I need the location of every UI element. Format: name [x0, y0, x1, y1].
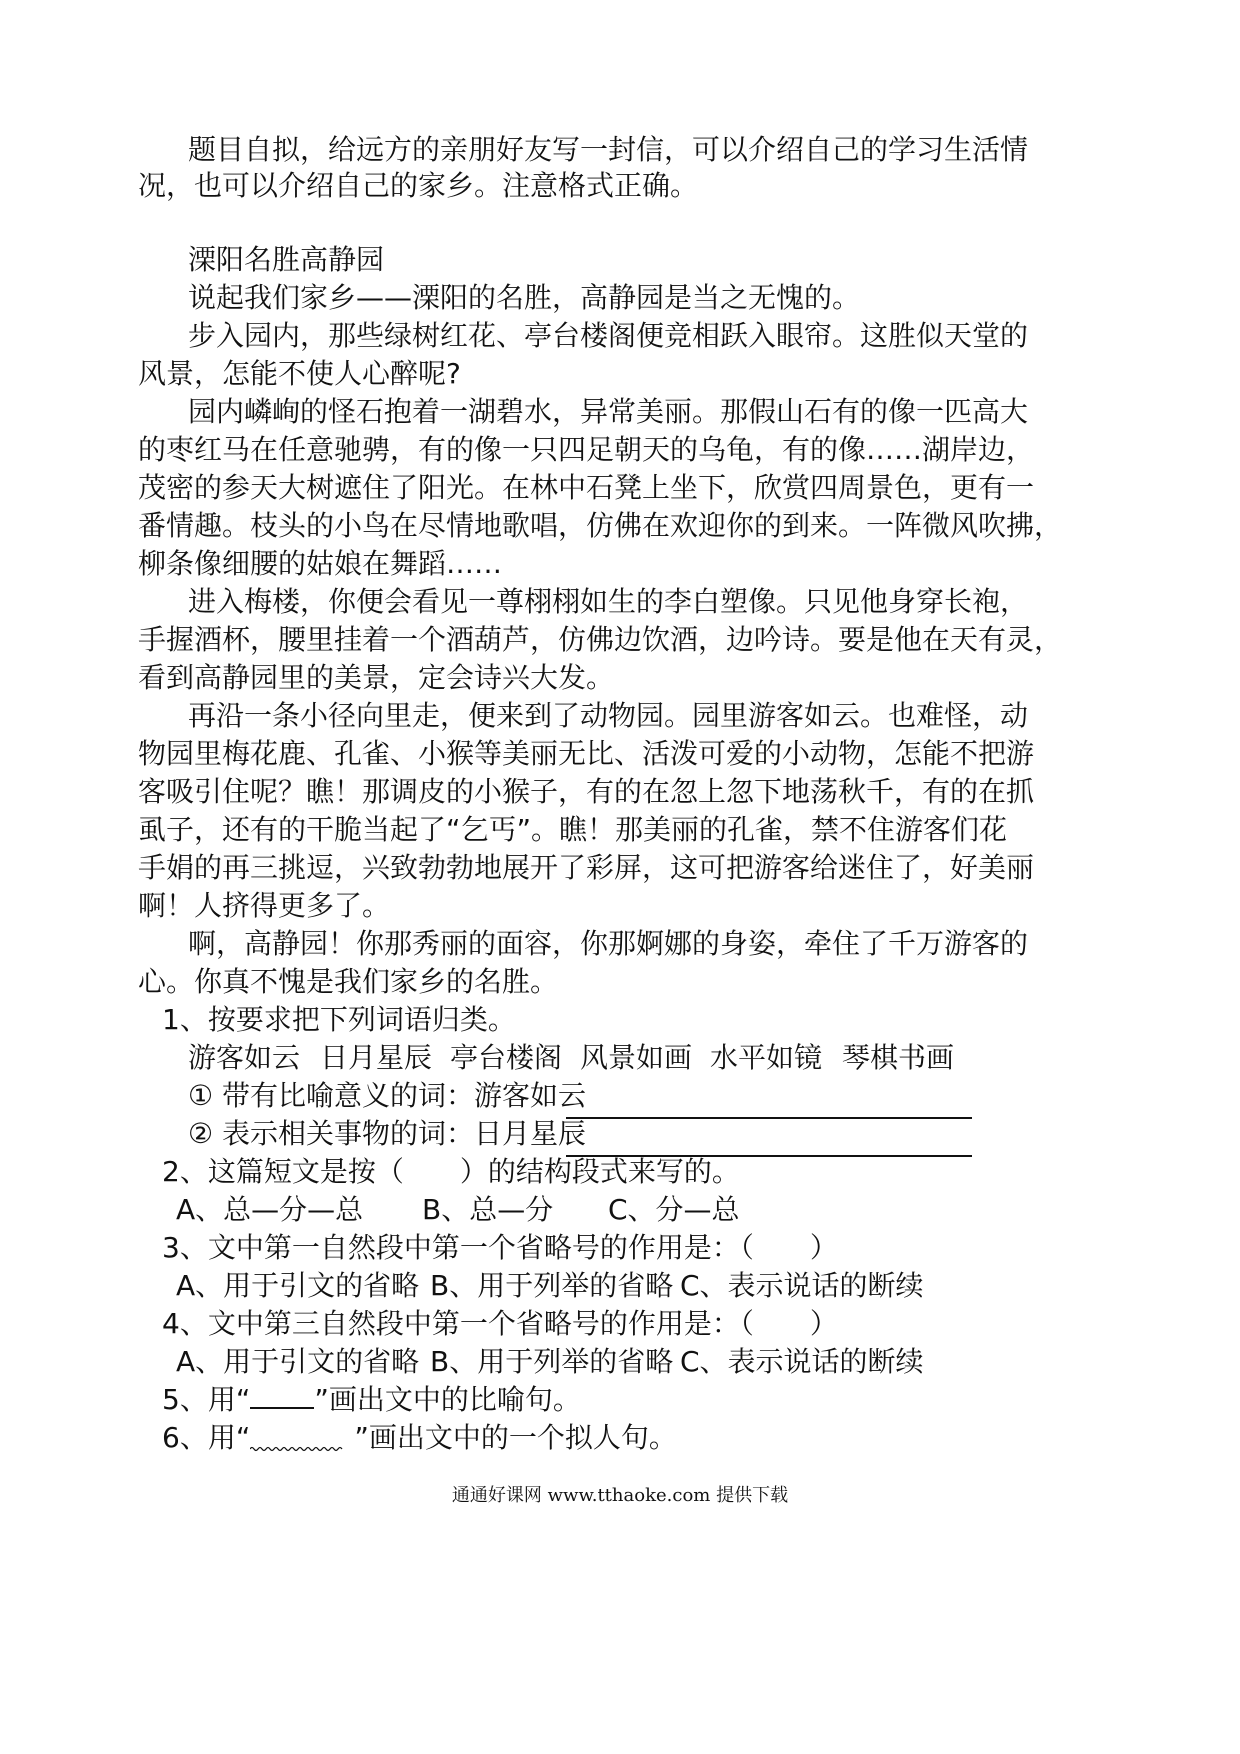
- essay-line: 风景，怎能不使人心醉呢?: [138, 357, 461, 390]
- question-4-option-b[interactable]: B、用于列举的省略: [430, 1345, 674, 1378]
- essay-line: 啊！人挤得更多了。: [138, 889, 391, 922]
- question-4-option-a[interactable]: A、用于引文的省略: [176, 1345, 420, 1378]
- question-6-suffix: ”画出文中的一个拟人句。: [354, 1421, 677, 1454]
- question-4-option-c[interactable]: C、表示说话的断续: [680, 1345, 924, 1378]
- wavy-underline-sample: [250, 1421, 354, 1447]
- essay-line: 心。你真不愧是我们家乡的名胜。: [138, 965, 559, 998]
- essay-line: 虱子，还有的干脆当起了“乞丐”。瞧！那美丽的孔雀，禁不住游客们花: [138, 813, 1008, 846]
- essay-line: 客吸引住呢？瞧！那调皮的小猴子，有的在忽上忽下地荡秋千，有的在抓: [138, 775, 1035, 808]
- essay-line: 番情趣。枝头的小鸟在尽情地歌唱，仿佛在欢迎你的到来。一阵微风吹拂，: [138, 509, 1063, 542]
- essay-line: 说起我们家乡——溧阳的名胜，高静园是当之无愧的。: [188, 281, 861, 314]
- essay-title: 溧阳名胜高静园: [188, 243, 385, 276]
- question-1-word: 日月星辰: [320, 1041, 433, 1074]
- wavy-line-icon: [250, 1445, 354, 1453]
- question-3-stem: 3、文中第一自然段中第一个省略号的作用是：（ ）: [162, 1231, 838, 1264]
- question-2-option-c[interactable]: C、分—总: [608, 1193, 740, 1226]
- question-1-word: 游客如云: [188, 1041, 301, 1074]
- question-1-word: 水平如镜: [710, 1041, 823, 1074]
- essay-line: 再沿一条小径向里走，便来到了动物园。园里游客如云。也难怪，动: [188, 699, 1029, 732]
- question-3-option-a[interactable]: A、用于引文的省略: [176, 1269, 420, 1302]
- question-1-stem: 1、按要求把下列词语归类。: [162, 1003, 516, 1036]
- essay-line: 看到高静园里的美景，定会诗兴大发。: [138, 661, 615, 694]
- question-3-option-b[interactable]: B、用于列举的省略: [430, 1269, 674, 1302]
- question-5-prefix: 5、用“: [162, 1383, 251, 1416]
- question-5: [162, 1380, 581, 1420]
- question-4-stem: 4、文中第三自然段中第一个省略号的作用是：（ ）: [162, 1307, 838, 1340]
- answer-line-1[interactable]: [566, 1117, 972, 1119]
- essay-line: 茂密的参天大树遮住了阳光。在林中石凳上坐下，欣赏四周景色，更有一: [138, 471, 1035, 504]
- essay-line: 园内嶙峋的怪石抱着一湖碧水，异常美丽。那假山石有的像一匹高大: [188, 395, 1029, 428]
- question-2-stem: 2、这篇短文是按（ ）的结构段式来写的。: [162, 1155, 740, 1188]
- essay-line: 柳条像细腰的姑娘在舞蹈……: [138, 547, 503, 580]
- essay-line: 步入园内，那些绿树红花、亭台楼阁便竞相跃入眼帘。这胜似天堂的: [188, 319, 1029, 352]
- question-2-option-a[interactable]: A、总—分—总: [176, 1193, 364, 1226]
- footer-text: 通通好课网 www.tthaoke.com 提供下载: [451, 1485, 789, 1506]
- question-5-suffix: ”画出文中的比喻句。: [314, 1383, 581, 1416]
- question-6: [162, 1418, 677, 1458]
- prompt-line-1: 题目自拟，给远方的亲朋好友写一封信，可以介绍自己的学习生活情: [188, 133, 1029, 166]
- straight-underline-sample: [250, 1381, 314, 1409]
- essay-line: 的枣红马在任意驰骋，有的像一只四足朝天的乌龟，有的像……湖岸边，: [138, 433, 1035, 466]
- essay-line: 啊，高静园！你那秀丽的面容，你那婀娜的身姿，牵住了千万游客的: [188, 927, 1029, 960]
- essay-line: 手握酒杯，腰里挂着一个酒葫芦，仿佛边饮酒，边吟诗。要是他在天有灵，: [138, 623, 1063, 656]
- question-3-option-c[interactable]: C、表示说话的断续: [680, 1269, 924, 1302]
- question-1-word: 亭台楼阁: [450, 1041, 563, 1074]
- essay-line: 进入梅楼，你便会看见一尊栩栩如生的李白塑像。只见他身穿长袍，: [188, 585, 1029, 618]
- question-1-word: 琴棋书画: [842, 1041, 955, 1074]
- question-2-option-b[interactable]: B、总—分: [422, 1193, 554, 1226]
- essay-line: 物园里梅花鹿、孔雀、小猴等美丽无比、活泼可爱的小动物，怎能不把游: [138, 737, 1035, 770]
- essay-line: 手娟的再三挑逗，兴致勃勃地展开了彩屏，这可把游客给迷住了，好美丽: [138, 851, 1035, 884]
- question-6-prefix: 6、用“: [162, 1421, 251, 1454]
- question-1-sub-1: ① 带有比喻意义的词：游客如云: [188, 1079, 587, 1112]
- prompt-line-2: 况，也可以介绍自己的家乡。注意格式正确。: [138, 169, 699, 202]
- question-1-word: 风景如画: [580, 1041, 693, 1074]
- question-1-sub-2: ② 表示相关事物的词：日月星辰: [188, 1117, 587, 1150]
